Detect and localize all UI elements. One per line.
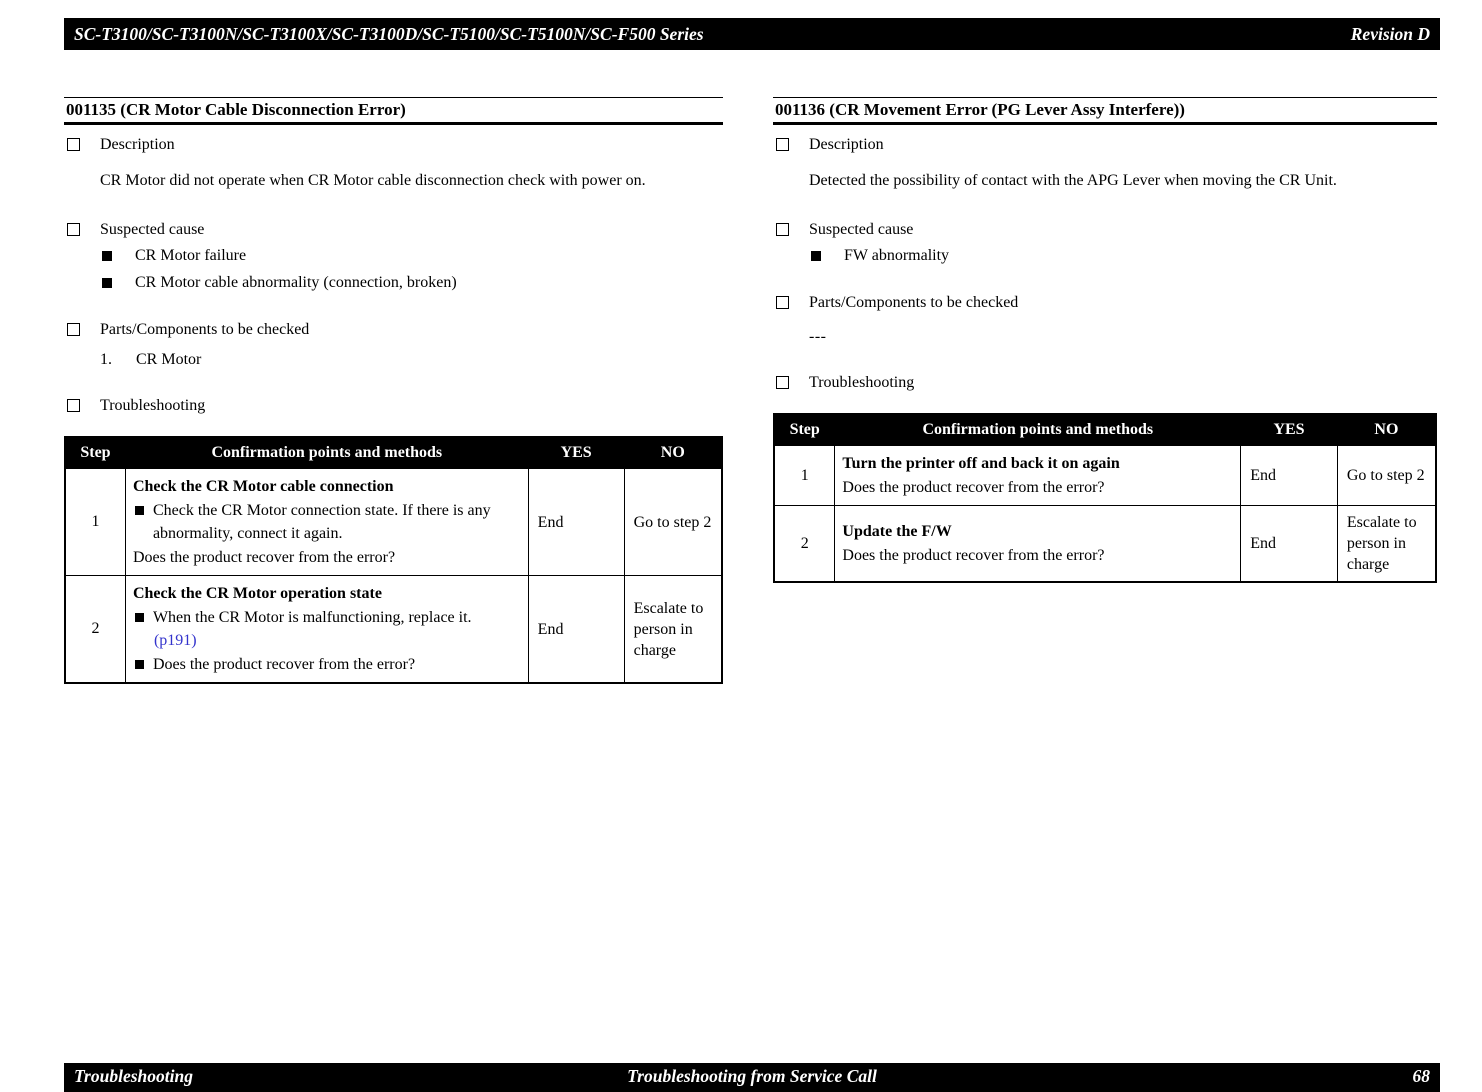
confirmation-cell xyxy=(125,469,528,576)
confirmation-bullet-item xyxy=(133,606,521,629)
table-column-header: Step xyxy=(774,414,835,446)
troubleshooting-table xyxy=(773,413,1437,583)
checkbox-square-icon xyxy=(67,323,80,336)
section-001136 xyxy=(773,97,1437,583)
bullet-item-text: CR Motor cable abnormality (connection, broken) xyxy=(135,274,457,291)
list-label-text: Description xyxy=(809,136,884,153)
table-column-header: Confirmation points and methods xyxy=(835,414,1241,446)
confirmation-cell xyxy=(835,506,1241,583)
list-label-text: Troubleshooting xyxy=(100,397,206,414)
confirmation-question: Does the product recover from the error? xyxy=(132,549,396,566)
list-label-text: Parts/Components to be checked xyxy=(809,294,1019,311)
table-column-header: NO xyxy=(624,437,722,469)
page-header-bar xyxy=(64,18,1440,50)
confirmation-title: Check the CR Motor operation state xyxy=(132,585,382,602)
description-text: Detected the possibility of contact with the APG Lever when moving the CR Unit. xyxy=(809,172,1337,189)
section-heading: 001136 (CR Movement Error (PG Lever Assy Interfere)) xyxy=(773,97,1437,125)
numbered-item-marker: 1. xyxy=(100,351,112,368)
list-label-text: Troubleshooting xyxy=(809,374,915,391)
list-label-text: Description xyxy=(100,136,175,153)
confirmation-question: Does the product recover from the error? xyxy=(842,479,1105,496)
checkbox-square-icon xyxy=(776,296,789,309)
bullet-item xyxy=(102,272,723,294)
bullet-square-icon xyxy=(135,613,144,622)
table-column-header: YES xyxy=(528,437,624,469)
table-row xyxy=(65,576,722,684)
page-reference-link[interactable]: (p191) xyxy=(153,632,197,649)
numbered-item xyxy=(100,350,723,370)
list-label-row xyxy=(773,293,1437,313)
checkbox-square-icon xyxy=(776,223,789,236)
bullet-item xyxy=(102,245,723,267)
list-label-row xyxy=(773,220,1437,240)
confirmation-title: Check the CR Motor cable connection xyxy=(132,478,394,495)
no-cell: Escalate to person in charge xyxy=(1337,506,1436,583)
confirmation-bullet-item xyxy=(133,653,521,676)
checkbox-square-icon xyxy=(67,223,80,236)
step-number-cell: 2 xyxy=(65,576,125,684)
table-row xyxy=(774,506,1436,583)
list-label-text: Parts/Components to be checked xyxy=(100,321,310,338)
confirmation-question: Does the product recover from the error? xyxy=(842,547,1105,564)
confirmation-title: Update the F/W xyxy=(842,523,952,540)
bullet-square-icon xyxy=(135,660,144,669)
table-column-header: YES xyxy=(1241,414,1338,446)
bullet-item-text: CR Motor failure xyxy=(135,247,247,264)
no-cell: Escalate to person in charge xyxy=(624,576,722,684)
list-label-row xyxy=(64,135,723,155)
section-heading: 001135 (CR Motor Cable Disconnection Error) xyxy=(64,97,723,125)
table-row xyxy=(774,446,1436,506)
list-label-row xyxy=(64,320,723,340)
footer-section-title: Troubleshooting from Service Call xyxy=(627,1066,877,1086)
troubleshooting-table xyxy=(64,436,723,684)
confirmation-cell xyxy=(835,446,1241,506)
confirmation-cell xyxy=(125,576,528,684)
header-series-title: SC-T3100/SC-T3100N/SC-T3100X/SC-T3100D/SC-T5100/SC-T5100N/SC-F500 Series xyxy=(74,23,704,44)
placeholder-dashes: --- xyxy=(809,328,827,345)
no-cell: Go to step 2 xyxy=(624,469,722,576)
confirmation-bullet-text: When the CR Motor is malfunctioning, replace it. xyxy=(152,609,472,626)
list-label-text: Suspected cause xyxy=(100,221,205,238)
checkbox-square-icon xyxy=(776,138,789,151)
confirmation-bullet-text: Does the product recover from the error? xyxy=(152,656,416,673)
table-header-row xyxy=(774,414,1436,446)
list-label-row xyxy=(64,396,723,416)
list-label-row xyxy=(773,135,1437,155)
footer-chapter-title: Troubleshooting xyxy=(74,1066,193,1086)
checkbox-square-icon xyxy=(67,138,80,151)
footer-page-number: 68 xyxy=(1412,1066,1430,1086)
no-cell: Go to step 2 xyxy=(1337,446,1436,506)
section-001135 xyxy=(64,97,723,684)
confirmation-title: Turn the printer off and back it on again xyxy=(842,455,1120,472)
bullet-square-icon xyxy=(811,251,821,261)
yes-cell: End xyxy=(1241,506,1338,583)
table-header-row xyxy=(65,437,722,469)
list-label-row xyxy=(64,220,723,240)
step-number-cell: 2 xyxy=(774,506,835,583)
bullet-square-icon xyxy=(102,278,112,288)
bullet-item-text: FW abnormality xyxy=(844,247,950,264)
page-footer-bar xyxy=(64,1063,1440,1092)
header-revision-label: Revision D xyxy=(1350,23,1430,44)
confirmation-bullet-text: Check the CR Motor connection state. If there is any abnormality, connect it again. xyxy=(152,502,491,542)
confirmation-bullet-item xyxy=(133,499,521,545)
table-column-header: Step xyxy=(65,437,125,469)
bullet-item xyxy=(811,245,1437,267)
yes-cell: End xyxy=(528,576,624,684)
step-number-cell: 1 xyxy=(65,469,125,576)
table-column-header: NO xyxy=(1337,414,1436,446)
yes-cell: End xyxy=(528,469,624,576)
list-label-row xyxy=(773,373,1437,393)
checkbox-square-icon xyxy=(67,399,80,412)
description-text: CR Motor did not operate when CR Motor cable disconnection check with power on. xyxy=(100,172,646,189)
table-row xyxy=(65,469,722,576)
list-label-text: Suspected cause xyxy=(809,221,914,238)
step-number-cell: 1 xyxy=(774,446,835,506)
checkbox-square-icon xyxy=(776,376,789,389)
numbered-item-text: CR Motor xyxy=(136,351,202,368)
yes-cell: End xyxy=(1241,446,1338,506)
table-column-header: Confirmation points and methods xyxy=(125,437,528,469)
bullet-square-icon xyxy=(102,251,112,261)
bullet-square-icon xyxy=(135,506,144,515)
